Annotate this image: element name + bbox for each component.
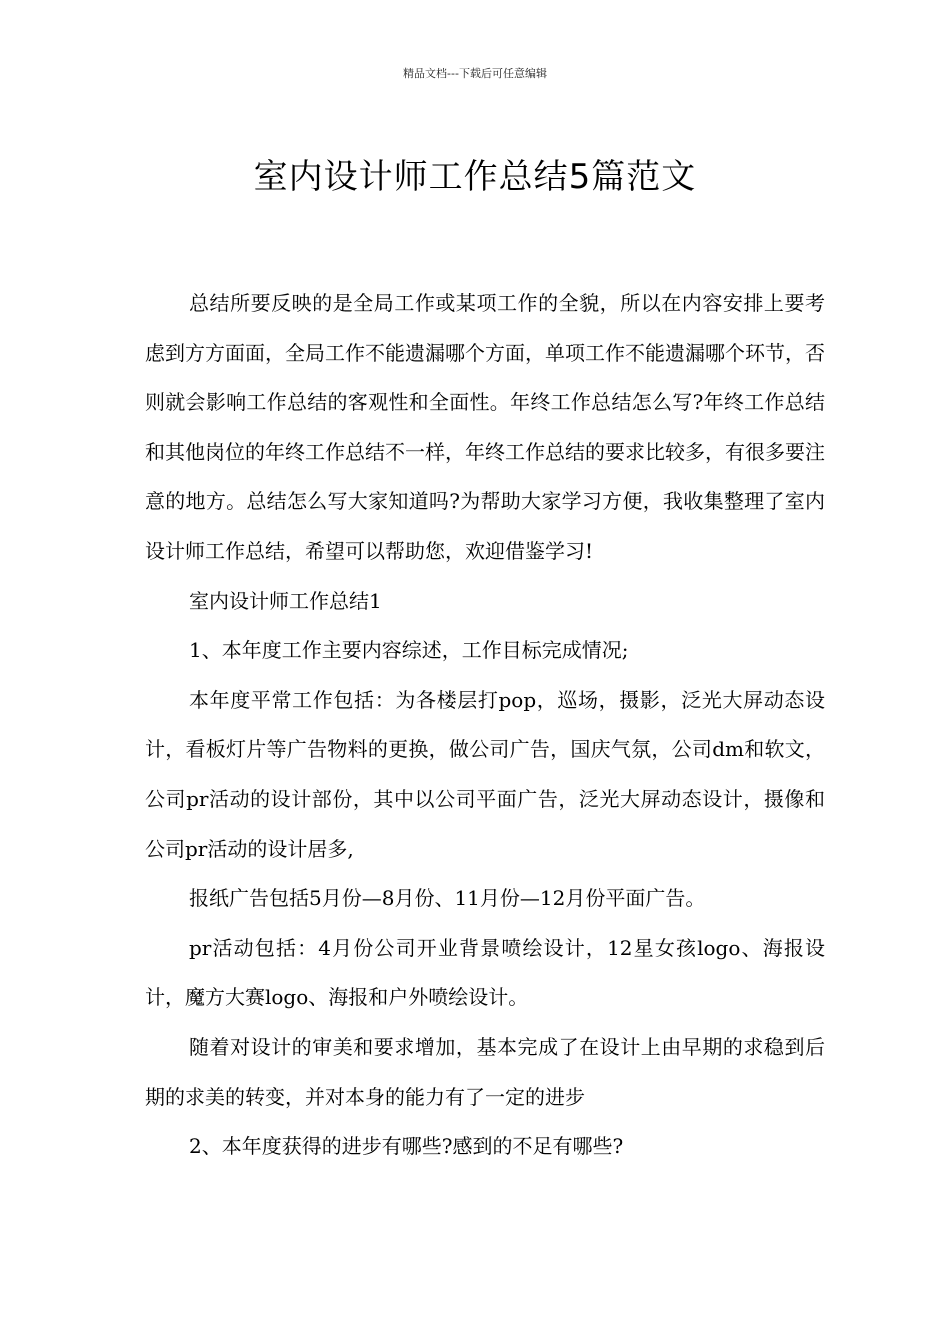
body-paragraph: 报纸广告包括5月份—8月份、11月份—12月份平面广告。 — [189, 886, 706, 911]
section-heading: 室内设计师工作总结1 — [189, 588, 382, 613]
body-paragraph: pr活动包括：4月份公司开业背景喷绘设计，12星女孩logo、海报设计，魔方大赛logo、海报和户外喷绘设计。 — [145, 935, 825, 1010]
body-paragraph: 本年度平常工作包括：为各楼层打pop，巡场，摄影，泛光大屏动态设计，看板灯片等广告物料的更换，做公司广告，国庆气氛，公司dm和软文，公司pr活动的设计部份，其中以公司平面广告，泛光大屏动态设计，摄像和公司pr活动的设计居多, — [145, 687, 825, 861]
header-note: 精品文档---下载后可任意编辑 — [403, 67, 547, 80]
document-title: 室内设计师工作总结5篇范文 — [253, 156, 697, 197]
body-paragraph: 随着对设计的审美和要求增加，基本完成了在设计上由早期的求稳到后期的求美的转变，并对本身的能力有了一定的进步 — [145, 1034, 825, 1109]
item-heading-2: 2、本年度获得的进步有哪些?感到的不足有哪些? — [189, 1134, 624, 1159]
document-body — [145, 279, 825, 1172]
intro-paragraph: 总结所要反映的是全局工作或某项工作的全貌，所以在内容安排上要考虑到方方面面，全局工作不能遗漏哪个方面，单项工作不能遗漏哪个环节，否则就会影响工作总结的客观性和全面性。年终工作总结怎么写?年终工作总结和其他岗位的年终工作总结不一样，年终工作总结的要求比较多，有很多要注意的地方。总结怎么写大家知道吗?为帮助大家学习方便，我收集整理了室内设计师工作总结，希望可以帮助您，欢迎借鉴学习! — [145, 291, 825, 563]
item-heading-1: 1、本年度工作主要内容综述，工作目标完成情况; — [189, 638, 629, 663]
